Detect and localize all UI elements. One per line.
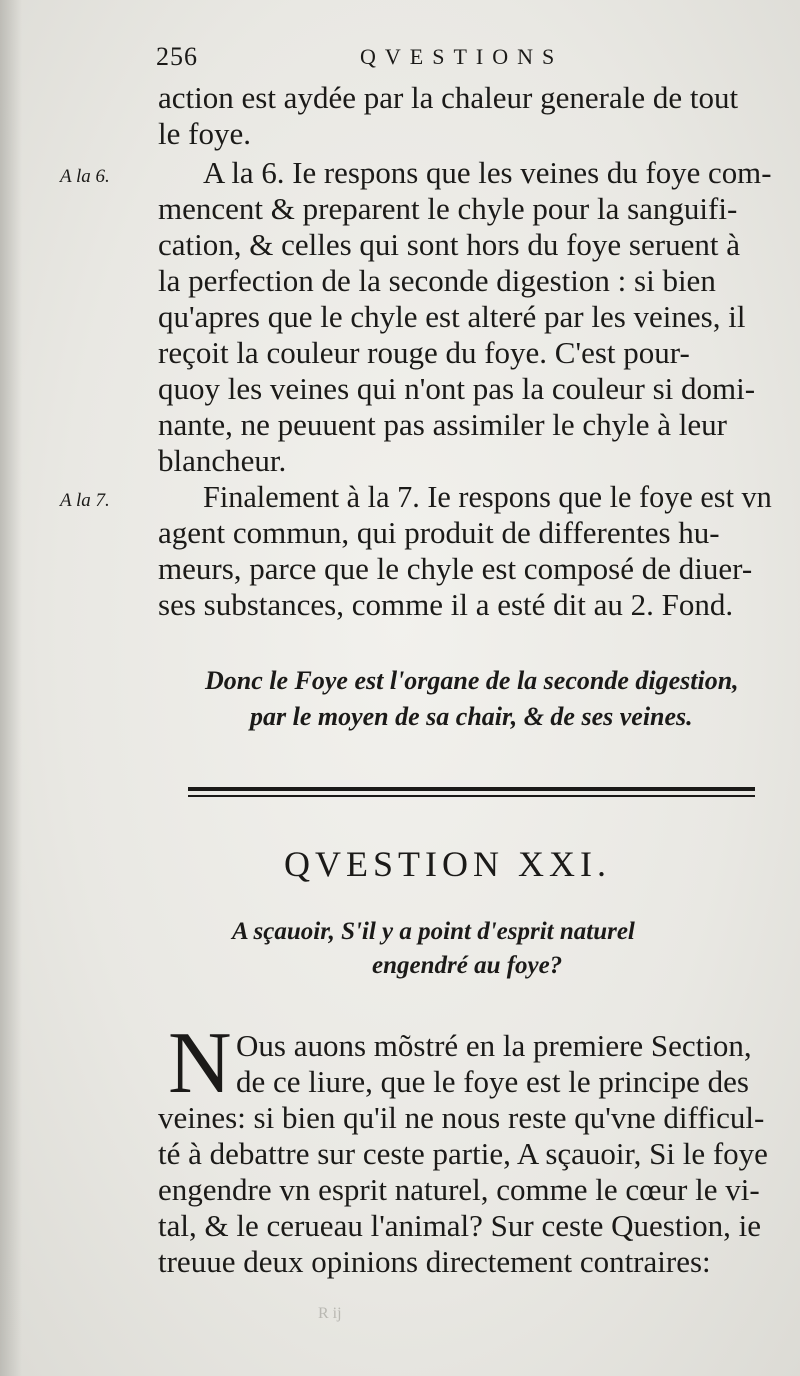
- signature-mark: R ij: [318, 1305, 342, 1322]
- running-head: [150, 42, 620, 82]
- text-line: qu'apres que le chyle est alteré par les veines, il: [158, 299, 746, 334]
- question-title: QVESTION XXI.: [284, 844, 611, 884]
- section-rule: [188, 787, 755, 791]
- text-line: nante, ne peuuent pas assimiler le chyle à leur: [158, 407, 727, 442]
- text-line: engendre vn esprit naturel, comme le cœur le vi-: [158, 1172, 760, 1207]
- drop-cap: N: [168, 1015, 232, 1112]
- subtitle-line: engendré au foye?: [372, 952, 563, 979]
- text-line: quoy les veines qui n'ont pas la couleur si domi-: [158, 371, 756, 406]
- text-line: cation, & celles qui sont hors du foye seruent à: [158, 227, 740, 262]
- text-line: mencent & preparent le chyle pour la sanguifi-: [158, 191, 738, 226]
- running-title: QVESTIONS: [360, 44, 564, 69]
- section-rule-thin: [188, 795, 755, 797]
- text-line: tal, & le cerueau l'animal? Sur ceste Question, ie: [158, 1208, 761, 1243]
- text-line: agent commun, qui produit de differentes hu-: [158, 515, 720, 550]
- text-line: Finalement à la 7. Ie respons que le foye est vn: [203, 479, 772, 514]
- subtitle-line: A sçauoir, S'il y a point d'esprit naturel: [232, 918, 635, 945]
- text-line: té à debattre sur ceste partie, A sçauoir, Si le foye: [158, 1136, 768, 1171]
- margin-note-a-la-6: A la 6.: [60, 166, 110, 187]
- text-line: treuue deux opinions directement contraires:: [158, 1244, 711, 1279]
- margin-note-a-la-7: A la 7.: [60, 490, 110, 511]
- text-line: veines: si bien qu'il ne nous reste qu'vne difficul-: [158, 1100, 765, 1135]
- text-line: ses substances, comme il a esté dit au 2. Fond.: [158, 587, 734, 622]
- gutter-shadow: [0, 0, 22, 1376]
- text-line: meurs, parce que le chyle est composé de diuer-: [158, 551, 753, 586]
- conclusion-line: Donc le Foye est l'organe de la seconde digestion,: [205, 666, 739, 695]
- text-line: A la 6. Ie respons que les veines du foye com-: [203, 155, 772, 190]
- text-line: le foye.: [158, 116, 251, 151]
- text-line: blancheur.: [158, 443, 287, 478]
- text-line: Ous auons mõstré en la premiere Section,: [236, 1028, 752, 1063]
- conclusion-line: par le moyen de sa chair, & de ses veines.: [250, 702, 693, 731]
- text-line: de ce liure, que le foye est le principe des: [236, 1064, 749, 1099]
- text-line: reçoit la couleur rouge du foye. C'est pour-: [158, 335, 690, 370]
- text-line: la perfection de la seconde digestion : si bien: [158, 263, 716, 298]
- text-line: action est aydée par la chaleur generale de tout: [158, 80, 739, 115]
- page-number: 256: [156, 42, 198, 71]
